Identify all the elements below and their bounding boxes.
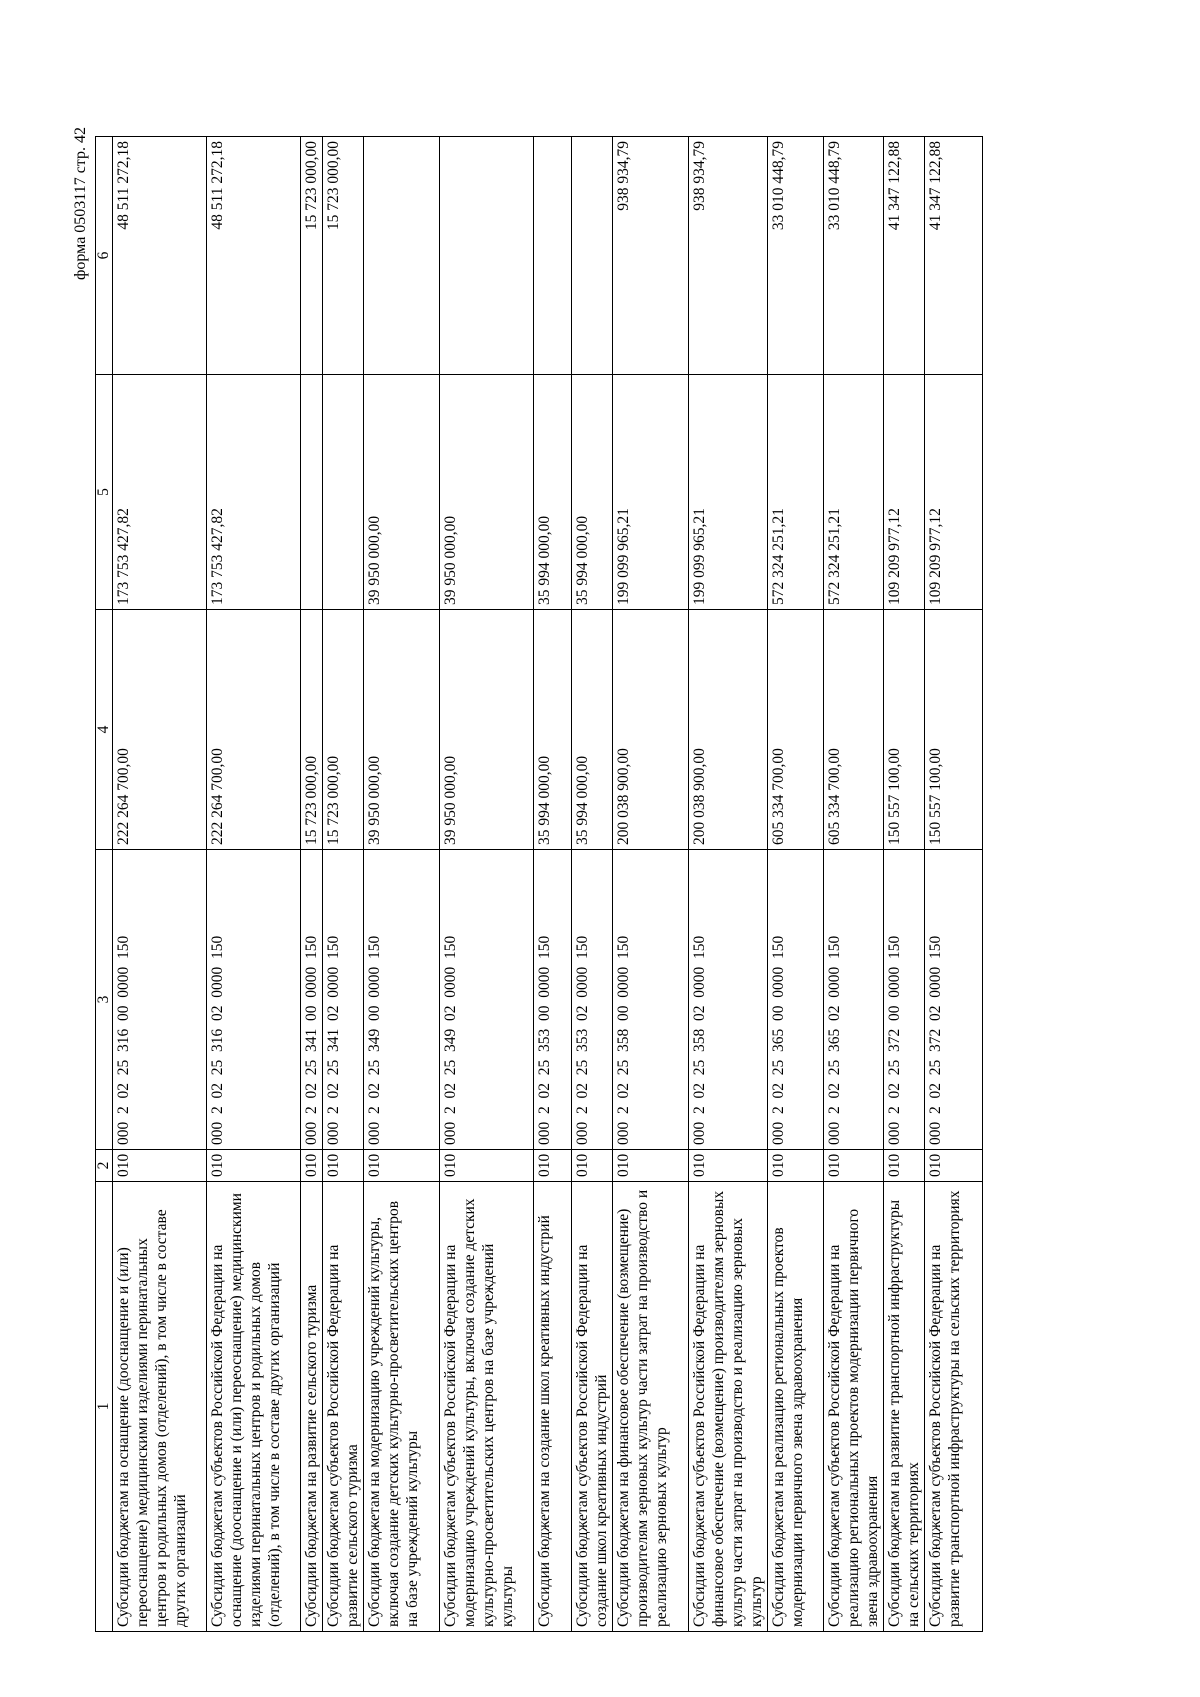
row-budget-code: 000 2 02 25 365 00 0000 150 bbox=[768, 850, 824, 1150]
row-executed: 173 753 427,82 bbox=[207, 375, 301, 610]
row-executed: 39 950 000,00 bbox=[440, 375, 534, 610]
row-unexecuted: 48 511 272,18 bbox=[207, 137, 301, 375]
row-executed: 39 950 000,00 bbox=[364, 375, 440, 610]
table-row bbox=[534, 137, 572, 1632]
row-unexecuted bbox=[572, 137, 613, 375]
row-line-code: 010 bbox=[925, 1150, 983, 1182]
row-approved: 200 038 900,00 bbox=[689, 610, 768, 850]
row-approved: 605 334 700,00 bbox=[824, 610, 884, 850]
row-line-code: 010 bbox=[301, 1150, 323, 1182]
table-row bbox=[768, 137, 824, 1632]
row-executed: 572 324 251,21 bbox=[824, 375, 884, 610]
row-unexecuted: 33 010 448,79 bbox=[824, 137, 884, 375]
row-name: Субсидии бюджетам на создание школ креативных индустрий bbox=[534, 1182, 572, 1632]
row-approved: 35 994 000,00 bbox=[572, 610, 613, 850]
row-budget-code: 000 2 02 25 353 00 0000 150 bbox=[534, 850, 572, 1150]
row-name: Субсидии бюджетам субъектов Российской Федерации на реализацию региональных проектов модернизации первичного звена здравоохранения bbox=[824, 1182, 884, 1632]
table-row bbox=[323, 137, 364, 1632]
header-cell-5: 5 bbox=[96, 375, 113, 610]
row-line-code: 010 bbox=[440, 1150, 534, 1182]
row-line-code: 010 bbox=[613, 1150, 689, 1182]
row-line-code: 010 bbox=[364, 1150, 440, 1182]
row-executed: 35 994 000,00 bbox=[534, 375, 572, 610]
row-name: Субсидии бюджетам на развитие транспортной инфраструктуры на сельских территориях bbox=[884, 1182, 925, 1632]
row-line-code: 010 bbox=[323, 1150, 364, 1182]
row-budget-code: 000 2 02 25 349 02 0000 150 bbox=[440, 850, 534, 1150]
row-name: Субсидии бюджетам на оснащение (дооснащение и (или) переоснащение) медицинскими изделиями перинатальных центров и родильных домов (отделений), в том числе в составе других организаций bbox=[113, 1182, 207, 1632]
row-executed bbox=[301, 375, 323, 610]
row-budget-code: 000 2 02 25 372 02 0000 150 bbox=[925, 850, 983, 1150]
row-line-code: 010 bbox=[113, 1150, 207, 1182]
row-approved: 15 723 000,00 bbox=[323, 610, 364, 850]
row-name: Субсидии бюджетам субъектов Российской Федерации на оснащение (дооснащение и (или) переоснащение) медицинскими изделиями перинатальных центров и родильных домов (отделений), в том числе в составе других организаций bbox=[207, 1182, 301, 1632]
table-row bbox=[207, 137, 301, 1632]
row-approved: 222 264 700,00 bbox=[113, 610, 207, 850]
header-row bbox=[96, 137, 113, 1632]
row-budget-code: 000 2 02 25 358 02 0000 150 bbox=[689, 850, 768, 1150]
row-unexecuted: 33 010 448,79 bbox=[768, 137, 824, 375]
table-row bbox=[440, 137, 534, 1632]
header-cell-3: 3 bbox=[96, 850, 113, 1150]
row-name: Субсидии бюджетам субъектов Российской Федерации на развитие сельского туризма bbox=[323, 1182, 364, 1632]
row-unexecuted bbox=[440, 137, 534, 375]
header-cell-2: 2 bbox=[96, 1150, 113, 1182]
row-executed: 109 209 977,12 bbox=[925, 375, 983, 610]
row-budget-code: 000 2 02 25 349 00 0000 150 bbox=[364, 850, 440, 1150]
report-table bbox=[95, 136, 983, 1632]
row-name: Субсидии бюджетам на развитие сельского туризма bbox=[301, 1182, 323, 1632]
row-line-code: 010 bbox=[768, 1150, 824, 1182]
table-row bbox=[689, 137, 768, 1632]
header-cell-1: 1 bbox=[96, 1182, 113, 1632]
row-unexecuted bbox=[534, 137, 572, 375]
header-cell-6: 6 bbox=[96, 137, 113, 375]
row-budget-code: 000 2 02 25 372 00 0000 150 bbox=[884, 850, 925, 1150]
row-budget-code: 000 2 02 25 341 02 0000 150 bbox=[323, 850, 364, 1150]
row-unexecuted: 15 723 000,00 bbox=[323, 137, 364, 375]
row-executed: 109 209 977,12 bbox=[884, 375, 925, 610]
row-name: Субсидии бюджетам субъектов Российской Федерации на развитие транспортной инфраструктуры на сельских территориях bbox=[925, 1182, 983, 1632]
row-unexecuted: 41 347 122,88 bbox=[884, 137, 925, 375]
table-row bbox=[824, 137, 884, 1632]
row-approved: 39 950 000,00 bbox=[440, 610, 534, 850]
row-approved: 39 950 000,00 bbox=[364, 610, 440, 850]
row-executed bbox=[323, 375, 364, 610]
row-line-code: 010 bbox=[207, 1150, 301, 1182]
row-name: Субсидии бюджетам на финансовое обеспечение (возмещение) производителям зерновых культур части затрат на производство и реализацию зерновых культур bbox=[613, 1182, 689, 1632]
row-line-code: 010 bbox=[689, 1150, 768, 1182]
row-unexecuted bbox=[364, 137, 440, 375]
row-name: Субсидии бюджетам на модернизацию учреждений культуры, включая создание детских культурно-просветительских центров на базе учреждений культуры bbox=[364, 1182, 440, 1632]
row-executed: 572 324 251,21 bbox=[768, 375, 824, 610]
table-row bbox=[113, 137, 207, 1632]
row-name: Субсидии бюджетам субъектов Российской Федерации на модернизацию учреждений культуры, включая создание детских культурно-просветительских центров на базе учреждений культуры bbox=[440, 1182, 534, 1632]
row-approved: 605 334 700,00 bbox=[768, 610, 824, 850]
row-line-code: 010 bbox=[824, 1150, 884, 1182]
table-body bbox=[113, 137, 983, 1632]
row-budget-code: 000 2 02 25 365 02 0000 150 bbox=[824, 850, 884, 1150]
row-executed: 199 099 965,21 bbox=[689, 375, 768, 610]
row-unexecuted: 15 723 000,00 bbox=[301, 137, 323, 375]
row-line-code: 010 bbox=[572, 1150, 613, 1182]
row-name: Субсидии бюджетам субъектов Российской Федерации на финансовое обеспечение (возмещение) производителям зерновых культур части затрат на производство и реализацию зерновых культур bbox=[689, 1182, 768, 1632]
row-executed: 173 753 427,82 bbox=[113, 375, 207, 610]
row-unexecuted: 48 511 272,18 bbox=[113, 137, 207, 375]
row-budget-code: 000 2 02 25 353 02 0000 150 bbox=[572, 850, 613, 1150]
table-row bbox=[925, 137, 983, 1632]
row-line-code: 010 bbox=[534, 1150, 572, 1182]
row-approved: 150 557 100,00 bbox=[884, 610, 925, 850]
row-approved: 150 557 100,00 bbox=[925, 610, 983, 850]
row-name: Субсидии бюджетам субъектов Российской Федерации на создание школ креативных индустрий bbox=[572, 1182, 613, 1632]
row-approved: 35 994 000,00 bbox=[534, 610, 572, 850]
row-approved: 222 264 700,00 bbox=[207, 610, 301, 850]
table-row bbox=[301, 137, 323, 1632]
header-cell-4: 4 bbox=[96, 610, 113, 850]
row-budget-code: 000 2 02 25 316 00 0000 150 bbox=[113, 850, 207, 1150]
row-budget-code: 000 2 02 25 316 02 0000 150 bbox=[207, 850, 301, 1150]
row-budget-code: 000 2 02 25 341 00 0000 150 bbox=[301, 850, 323, 1150]
row-line-code: 010 bbox=[884, 1150, 925, 1182]
row-unexecuted: 41 347 122,88 bbox=[925, 137, 983, 375]
form-label: форма 0503117 стр. 42 bbox=[72, 127, 89, 280]
table-row bbox=[572, 137, 613, 1632]
row-approved: 200 038 900,00 bbox=[613, 610, 689, 850]
table-row bbox=[613, 137, 689, 1632]
row-name: Субсидии бюджетам на реализацию региональных проектов модернизации первичного звена здравоохранения bbox=[768, 1182, 824, 1632]
table-row bbox=[364, 137, 440, 1632]
row-executed: 35 994 000,00 bbox=[572, 375, 613, 610]
row-unexecuted: 938 934,79 bbox=[689, 137, 768, 375]
row-budget-code: 000 2 02 25 358 00 0000 150 bbox=[613, 850, 689, 1150]
table-row bbox=[884, 137, 925, 1632]
row-unexecuted: 938 934,79 bbox=[613, 137, 689, 375]
rotated-page bbox=[0, 97, 1130, 1697]
row-executed: 199 099 965,21 bbox=[613, 375, 689, 610]
row-approved: 15 723 000,00 bbox=[301, 610, 323, 850]
